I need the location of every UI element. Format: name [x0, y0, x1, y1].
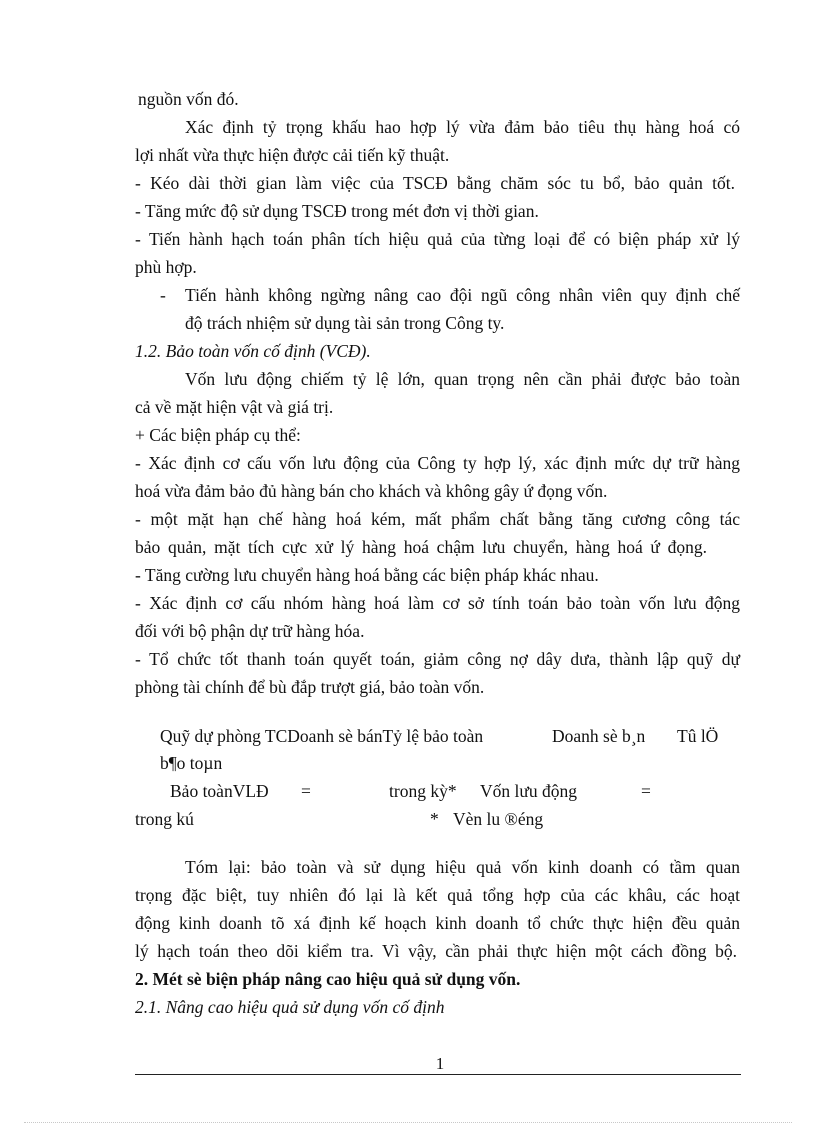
formula-text: trong kú	[135, 809, 194, 829]
text-line: độ trách nhiệm sử dụng tài sản trong Công ty.	[185, 313, 505, 333]
text-line: phù hợp.	[135, 257, 197, 277]
paragraph-first-line: Tóm lại: bảo toàn và sử dụng hiệu quả vốn kinh doanh có tầm quan	[185, 857, 740, 877]
footer-rule	[135, 1074, 741, 1075]
list-item: - một mặt hạn chế hàng hoá kém, mất phẩm chất bằng tăng cương công tác	[135, 509, 740, 529]
formula-text: Doanh sè b¸n	[552, 726, 646, 746]
text-line: hoá vừa đảm bảo đủ hàng bán cho khách và không gây ứ đọng vốn.	[135, 481, 608, 501]
formula-text: Vốn lưu động	[480, 781, 577, 801]
formula-text: Bảo toànVLĐ	[170, 781, 269, 801]
text-line: đối với bộ phận dự trữ hàng hóa.	[135, 621, 365, 641]
formula-text: Vèn lu ®éng	[453, 809, 544, 829]
text-line: lý hạch toán theo dõi kiểm tra. Vì vậy, cần phải thực hiện một cách đồng bộ.	[135, 941, 737, 961]
list-item: - Kéo dài thời gian làm việc của TSCĐ bằng chăm sóc tu bổ, bảo quản tốt.	[135, 173, 735, 193]
formula-equals: =	[641, 781, 651, 801]
section-heading: 2. Mét sè biện pháp nâng cao hiệu quả sử dụng vốn.	[135, 969, 521, 989]
section-heading: 1.2. Bảo toàn vốn cố định (VCĐ).	[135, 341, 371, 361]
list-item: - Tăng cường lưu chuyển hàng hoá bằng các biện pháp khác nhau.	[135, 565, 599, 585]
list-item: - Tăng mức độ sử dụng TSCĐ trong mét đơn vị thời gian.	[135, 201, 539, 221]
text-line: + Các biện pháp cụ thể:	[135, 425, 301, 445]
formula-operator: *	[430, 809, 439, 829]
list-item: - Xác định cơ cấu nhóm hàng hoá làm cơ sở tính toán bảo toàn vốn lưu động	[135, 593, 740, 613]
formula-text: Tû lÖ	[677, 726, 719, 746]
bullet-marker: -	[160, 285, 166, 305]
list-item: - Tổ chức tốt thanh toán quyết toán, giảm công nợ dây dưa, thành lập quỹ dự	[135, 649, 740, 669]
text-line: nguồn vốn đó.	[138, 89, 239, 109]
text-line: lợi nhất vừa thực hiện được cải tiến kỹ thuật.	[135, 145, 450, 165]
formula-text: Quỹ dự phòng TCDoanh sè bánTỷ lệ bảo toàn	[160, 726, 484, 746]
bullet-item: Tiến hành không ngừng nâng cao đội ngũ công nhân viên quy định chế	[185, 285, 740, 305]
list-item: - Xác định cơ cấu vốn lưu động của Công ty hợp lý, xác định mức dự trữ hàng	[135, 453, 740, 473]
text-line: phòng tài chính để bù đắp trượt giá, bảo toàn vốn.	[135, 677, 485, 697]
text-line: bảo quản, mặt tích cực xử lý hàng hoá chậm lưu chuyển, hàng hoá ứ đọng.	[135, 537, 707, 557]
formula-text: trong kỳ*	[389, 781, 457, 801]
formula-equals: =	[301, 781, 311, 801]
paragraph-first-line: Vốn lưu động chiếm tỷ lệ lớn, quan trọng nên cần phải được bảo toàn	[185, 369, 740, 389]
text-line: cả về mặt hiện vật và giá trị.	[135, 397, 334, 417]
text-line: trọng đặc biệt, tuy nhiên đó lại là kết quả tổng hợp của các khâu, các hoạt	[135, 885, 740, 905]
page-number: 1	[435, 1054, 445, 1073]
paragraph-first-line: Xác định tỷ trọng khấu hao hợp lý vừa đảm bảo tiêu thụ hàng hoá có	[185, 117, 740, 137]
subsection-heading: 2.1. Nâng cao hiệu quả sử dụng vốn cố định	[135, 997, 445, 1017]
formula-text: b¶o toµn	[160, 753, 223, 773]
list-item: - Tiến hành hạch toán phân tích hiệu quả của từng loại để có biện pháp xử lý	[135, 229, 740, 249]
text-line: động kinh doanh tõ xá định kế hoạch kinh doanh tổ chức thực hiện đều quản	[135, 913, 740, 933]
